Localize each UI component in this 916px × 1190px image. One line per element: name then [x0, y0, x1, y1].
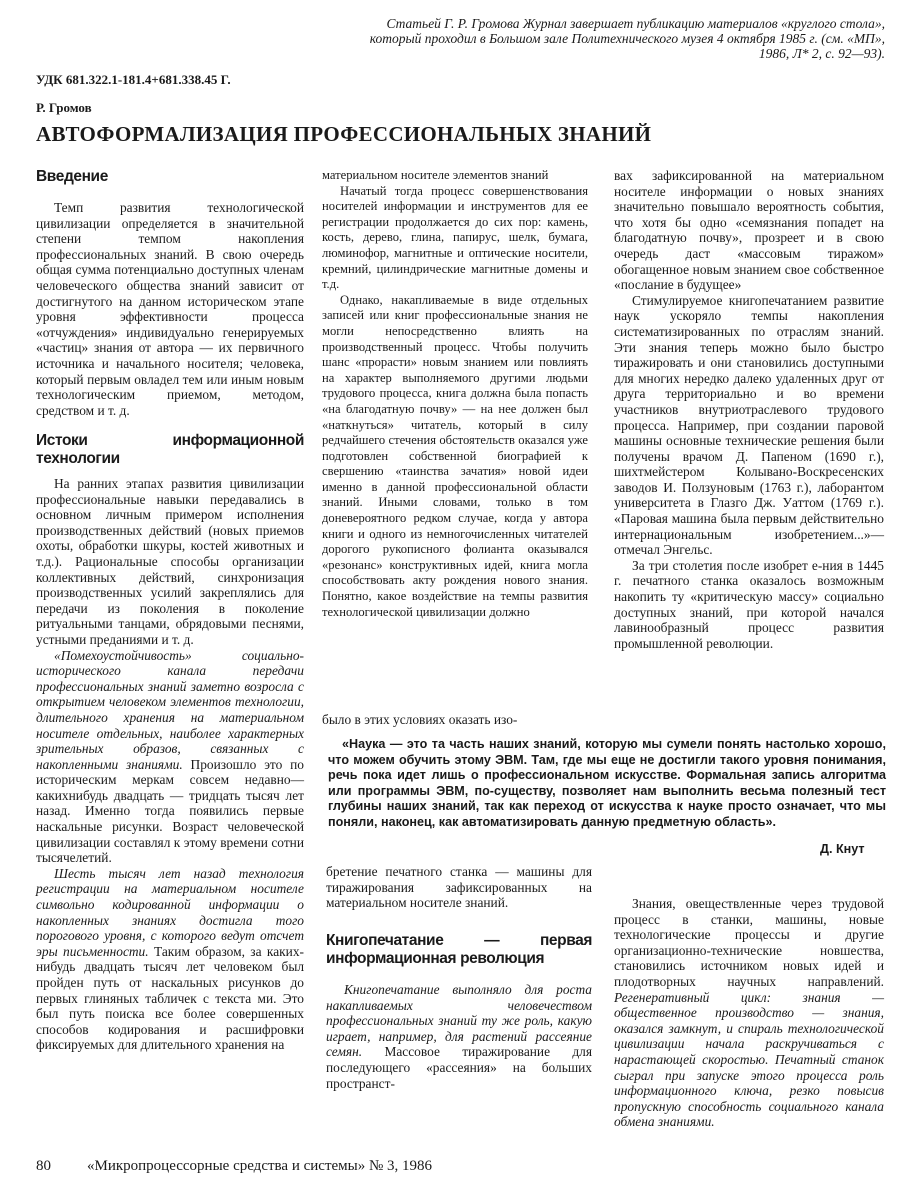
italic-text: Книгопечатание выполняло для роста накапливаемых человечеством профессиональных знаний ту же роль, какую играет, например, для растений рассеяние семян. — [326, 982, 592, 1060]
section-heading-printing: Книгопечатание — первая информационная революция — [326, 932, 592, 967]
paragraph: Темп развития технологической цивилизации определяется в значительной степени темпом накопления профессиональных знаний. В свою очередь общая сумма потенциально доступных членам человеческого общества знаний зависит от достигнутого на данном историческом этапе уровня эффективности процесса «отчуждения» индивидуально генерируемых «частиц» знания от автора — их первичного источника и начального носителя; человека, который первым овладел тем или иным новым технологическим приемом, методом, средством и т. д. — [36, 200, 304, 418]
column-1-intro — [36, 168, 304, 418]
udk-code: УДК 681.322.1-181.4+681.338.45 Г. — [36, 72, 231, 87]
quote-author: Д. Кнут — [820, 842, 865, 856]
paragraph-text: Произошло это по историческим меркам совсем недавно—какихнибудь двадцать — тридцать тысяч лет назад. Именно тогда появились первые наскальные рисунки. Возраст человеческой цивилизации составлял к этому времени сотни тысячелетий. — [36, 756, 304, 866]
column-3-bottom — [614, 896, 884, 1130]
paragraph — [36, 648, 304, 866]
page-footer — [36, 1158, 468, 1175]
column-2-bridge: было в этих условиях оказать изо- — [322, 712, 518, 727]
paragraph: Начатый тогда процесс совершенствования носителей информации и инструментов для ее регистрации продолжается до сих пор: камень, кость, дерево, глина, папирус, шелк, бумага, люминофор, магнитные и оптические носители, кремний, цилиндрические магнитные домены и т.д. — [322, 183, 588, 292]
page-number: 80 — [36, 1158, 51, 1174]
section-heading-sources: Истоки информационной технологии — [36, 432, 304, 467]
journal-name: «Микропроцессорные средства и системы» № 3, 1986 — [87, 1158, 433, 1174]
column-3-top — [614, 168, 884, 651]
italic-text: Шесть тысяч лет назад технология регистрации на материальном носителе символьно кодированной информации о накопленных знаниях достигла того порогового уровня, с которого ведут отсчет эры письменности. — [36, 865, 304, 959]
paragraph-text: Знания, овеществленные через трудовой процесс в станки, машины, новые технологические процессы и другие организационно-технические новшества, становились источником новых идей и плодотворных научных направлений. — [614, 896, 884, 989]
column-2-heading — [326, 932, 592, 968]
paragraph — [614, 896, 884, 1130]
section-heading-intro: Введение — [36, 168, 108, 185]
article-author: Р. Громов — [36, 100, 92, 115]
paragraph: вах зафиксированной на материальном носителе информации о новых знаниях значительно повышало вероятность события, что хотя бы одно «семязнания попадет на благодатную почву», прозреет и в свою очередь даст «массовым тиражом» обогащенное новым знанием свое собственное «послание в будущее» — [614, 168, 884, 293]
paragraph: На ранних этапах развития цивилизации профессиональные навыки передавались в основном личным примером исполнения производственных действий (новых приемов охоты, обработки шкуры, костей животных и т.д.). Рациональные способы организации коллективных действий, синхронизация производственных усилий закреплялись для передачи из поколения в поколение ритуальными танцами, обрядовыми песнями, устными преданиями и т. д. — [36, 476, 304, 647]
paragraph: бретение печатного станка — машины для тиражирования зафиксированных на материальном носителе знаний. — [326, 864, 592, 911]
paragraph-text: Таким образом, за каких-нибудь двадцать тысяч лет человеком был пройден путь от наскальных рисунков до первых глиняных табличек с текста ми. Это был путь поиска все более совершенных способов кодирования и расшифровки фиксируемых для длительного хранения на — [36, 943, 304, 1053]
epigraph-quote: «Наука — это та часть наших знаний, которую мы сумели понять настолько хорошо, что можем обучить этому ЭВМ. Там, где мы еще не достигли такого уровня понимания, речь пока идет лишь о профессиональном искусстве. Формальная запись алгоритма или программы ЭВМ, по-существу, позволяет нам выполнить весьма полезный тест глубины наших знаний, так как переход от искусства к науке просто означает, что мы поняли, наконец, как автоматизировать данную предметную область». — [328, 737, 886, 829]
column-2-printing — [326, 982, 592, 1091]
paragraph: За три столетия после изобрет е-ния в 1445 г. печатного станка оказалось возможным накопить ту «критическую массу» социально доступных знаний, при которой начался лавинообразный процесс развития промышленной революции. — [614, 557, 884, 651]
paragraph — [326, 982, 592, 1091]
italic-text: «Помехоустойчивость» социально-исторического канала передачи профессиональных знаний заметно возросла с открытием человеком элементов технологии, длительного хранения на материальном носителе отдельных, наиболее характерных зрительных образов, связанных с накопленными знаниями. — [36, 647, 304, 772]
column-2-top — [322, 168, 588, 620]
column-1-sources — [36, 476, 304, 1053]
article-title: АВТОФОРМАЛИЗАЦИЯ ПРОФЕССИОНАЛЬНЫХ ЗНАНИЙ — [36, 122, 652, 146]
paragraph: Однако, накапливаемые в виде отдельных записей или книг профессиональные знания не могли непосредственно влиять на производственный процесс. Чтобы получить шанс «прорасти» новым знанием или повлиять на характер выполняемого другими людьми трудового процесса, книга должна была попасть «на благодатную почву» — на нее должен был «наткнуться» читатель, который в силу редчайшего стечения обстоятельств оказался уже подготовлен собственной биографией к свершению «таинства зачатия» новой идеи именно в данной профессиональной области знаний. Иными словами, только в том доневероятного редком случае, когда у автора книги и одного из немногочисленных читателей дорогого рукописного фолианта оказывался «резонанс» конструктивных идей, книга могла способствовать акту рождения нового знания. Понятно, какое воздействие на темпы развития технологической цивилизации должно — [322, 292, 588, 619]
editorial-note: Статьей Г. Р. Громова Журнал завершает публикацию материалов «круглого стола», который проходил в Большом зале Политехнического музея 4 октября 1985 г. (см. «МП», 1986, Л* 2, с. 92—93). — [369, 16, 885, 61]
column-2-bottom — [326, 864, 592, 911]
paragraph: Стимулируемое книгопечатанием развитие наук ускоряло темпы накопления систематизированных по отраслям знаний. Эти знания теперь можно было быстро тиражировать и они становились доступными для многих нередко далеко удаленных друг от друга территориально и во времени участников внутриотраслевого трудового процесса. Например, при создании паровой машины основные технические решения были получены врачом Д. Папеном (1690 г.), шихтмейстером Колывано-Воскресенских заводов И. Ползуновым (1763 г.), лаборантом университета в Глазго Дж. Уаттом (1769 г.). «Паровая машина была первым действительно интернациональным изобретением...»— отмечал Энгельс. — [614, 292, 884, 558]
column-1-heading — [36, 432, 304, 468]
paragraph-text: Массовое тиражирование для последующего «рассеяния» на больших пространст- — [326, 1044, 592, 1091]
paragraph — [36, 866, 304, 1053]
italic-text: Регенеративный цикл: знания — общественное производство — знания, оказался замкнут, и спираль технологической цивилизации начала раскручиваться с нарастающей скоростью. Печатный станок сыграл при запуске этого процесса роль информационного ключа, резко повысив пропускную способность социального канала обмена знаниями. — [614, 989, 884, 1130]
paragraph: материальном носителе элементов знаний — [322, 168, 549, 182]
